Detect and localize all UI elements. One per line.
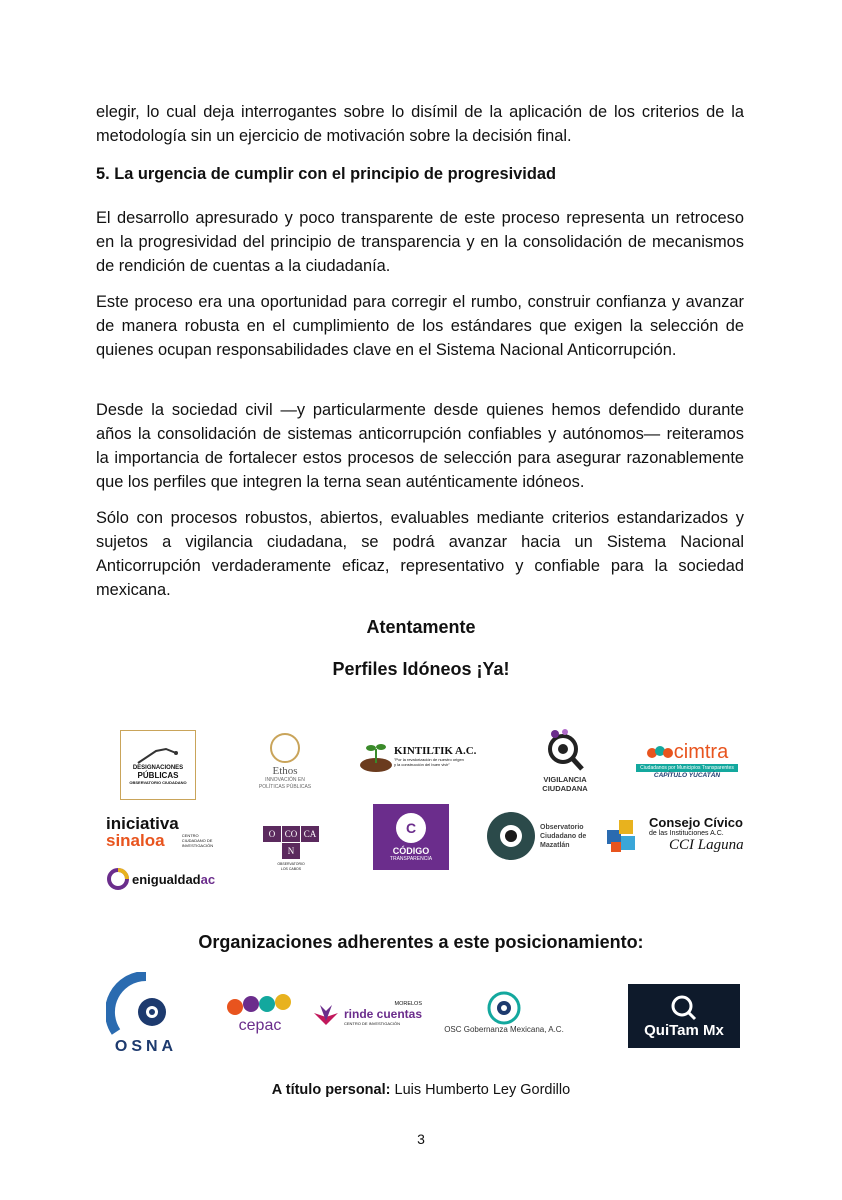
logo-text: CA xyxy=(301,826,319,842)
logo-text: LOS CABOS xyxy=(280,867,302,871)
designaciones-publicas-logo xyxy=(120,730,196,800)
observatorio-mazatlan-logo xyxy=(486,811,602,861)
logo-text: cimtra xyxy=(673,741,729,763)
logo-text: CENTRO xyxy=(181,832,199,838)
logo-text: INVESTIGACIÓN xyxy=(181,842,214,848)
logo-text: rinde cuentas xyxy=(343,1006,423,1021)
logo-text: KINTILTIK A.C. xyxy=(394,745,477,757)
logo-text: Observatorio xyxy=(540,823,584,831)
logo-text: y la construcción del buen vivir" xyxy=(394,762,450,767)
osna-logo xyxy=(98,970,194,1058)
eye-icon xyxy=(484,991,524,1025)
enigualdad-logo xyxy=(106,866,226,892)
adherents-title: Organizaciones adherentes a este posicionamiento: xyxy=(198,932,644,952)
logo-text: CAPÍTULO YUCATÁN xyxy=(653,772,721,779)
logo-text: CO xyxy=(282,826,300,842)
logo-text: iniciativa xyxy=(106,814,179,833)
paragraph-1: El desarrollo apresurado y poco transparente de este proceso representa un retroceso en la progresividad del principio de transparencia y en la consolidación de mecanismos de rendición de cuentas a la ciudadanía. xyxy=(96,209,744,275)
closing-text: Atentamente xyxy=(366,617,476,637)
logo-text: OSC Gobernanza Mexicana, A.C. xyxy=(444,1024,564,1034)
paragraph-3: Desde la sociedad civil —y particularmente desde quienes hemos defendido durante años la consolidación de sistemas anticorrupción confiables y autónomos— reiteramos la importancia de fortalecer estos procesos de selección para asegurar razonablemente que los perfiles que integren la terna sean auténticamente idóneos. xyxy=(96,401,744,491)
sprout-icon xyxy=(358,739,394,773)
section-heading: 5. La urgencia de cumplir con el principio de progresividad xyxy=(96,165,556,183)
logo-text: enigualdad xyxy=(132,871,201,887)
logo-text: INNOVACIÓN EN xyxy=(265,777,305,783)
logo-text: OBSERVATORIO CIUDADANO xyxy=(129,779,187,785)
logo-text: PÚBLICAS xyxy=(137,770,179,780)
squares-icon xyxy=(605,816,645,856)
logo-text: O xyxy=(263,826,281,842)
lotus-icon xyxy=(310,997,342,1029)
logo-text: QuiTam Mx xyxy=(644,1021,724,1039)
signatory-name: Perfiles Idóneos ¡Ya! xyxy=(332,659,510,679)
logo-text: POLÍTICAS PÚBLICAS xyxy=(258,784,312,790)
logo-text: TRANSPARENCIA xyxy=(389,855,433,862)
quitam-logo xyxy=(628,984,740,1048)
logo-text: de las Instituciones A.C. xyxy=(649,830,724,837)
logo-text: Consejo Cívico xyxy=(649,815,743,830)
page-number: 3 xyxy=(417,1131,425,1147)
vigilancia-ciudadana-logo xyxy=(530,724,600,798)
iniciativa-sinaloa-logo xyxy=(106,812,236,852)
rinde-cuentas-logo xyxy=(310,993,422,1033)
logo-text: OBSERVATORIO xyxy=(277,862,305,866)
paragraph-2: Este proceso era una oportunidad para corregir el rumbo, construir confianza y avanzar de manera robusta en el cumplimiento de los estándares que exigen la selección de quienes ocupan responsabilidades clave en el Sistema Nacional Anticorrupción. xyxy=(96,293,744,359)
logo-text: MORELOS xyxy=(394,1000,422,1007)
logo-text: sinaloa xyxy=(106,831,165,850)
logo-text: VIGILANCIA xyxy=(543,775,587,784)
cimtra-logo xyxy=(630,734,744,786)
logo-text: DESIGNACIONES xyxy=(132,764,184,771)
logo-text: CIUDADANA xyxy=(542,784,588,793)
personal-signature xyxy=(0,1082,842,1098)
logo-text: CENTRO DE INVESTIGACIÓN xyxy=(343,1020,400,1026)
gear-icon xyxy=(106,972,186,1038)
paragraph-continuation: elegir, lo cual deja interrogantes sobre lo disímil de la aplicación de los criterios de la metodología sin un ejercicio de motivación sobre la decisión final. xyxy=(96,103,744,145)
logo-text: "Por la revalorización de nuestro origen xyxy=(394,757,464,762)
logo-text: CCI Laguna xyxy=(669,837,744,853)
gobernanza-mexicana-logo xyxy=(432,982,576,1042)
c-circle-icon: C xyxy=(396,813,426,843)
people-icon xyxy=(646,743,674,763)
personal-name: Luis Humberto Ley Gordillo xyxy=(394,1082,571,1098)
eye-icon xyxy=(486,811,536,861)
personal-label: A título personal: xyxy=(271,1082,391,1098)
logo-text: Ciudadano de xyxy=(540,832,587,840)
codigo-transparencia-logo xyxy=(373,804,449,870)
logo-text: N xyxy=(282,843,300,859)
logo-text: OSNA xyxy=(114,1038,178,1055)
q-magnifier-icon xyxy=(670,994,698,1022)
consejo-civico-logo xyxy=(605,816,751,878)
ring-icon xyxy=(106,867,130,891)
logo-text: Ethos xyxy=(272,765,298,777)
logo-text: ac xyxy=(200,871,216,887)
logo-text: CÓDIGO xyxy=(392,845,430,856)
cepac-logo xyxy=(220,986,300,1040)
kintiltik-logo xyxy=(358,738,490,774)
logo-text: CIUDADANO DE xyxy=(181,837,213,843)
logo-text: cepac xyxy=(238,1017,282,1034)
ethos-logo xyxy=(250,724,320,798)
logo-text: Ciudadanos por Municipios Transparentes xyxy=(636,764,738,772)
paragraph-4: Sólo con procesos robustos, abiertos, evaluables mediante criterios estandarizados y sujetos a vigilancia ciudadana, se podrá avanzar hacia un Sistema Nacional Anticorrupción verdaderamente eficaz, representativo y confiable para la sociedad mexicana. xyxy=(96,509,744,599)
magnifier-eye-icon xyxy=(545,729,585,775)
spiral-icon xyxy=(225,991,295,1017)
hand-icon xyxy=(136,745,180,765)
ring-icon xyxy=(268,731,302,765)
ococa-logo xyxy=(262,816,320,882)
logo-text: Mazatlán xyxy=(540,841,570,849)
